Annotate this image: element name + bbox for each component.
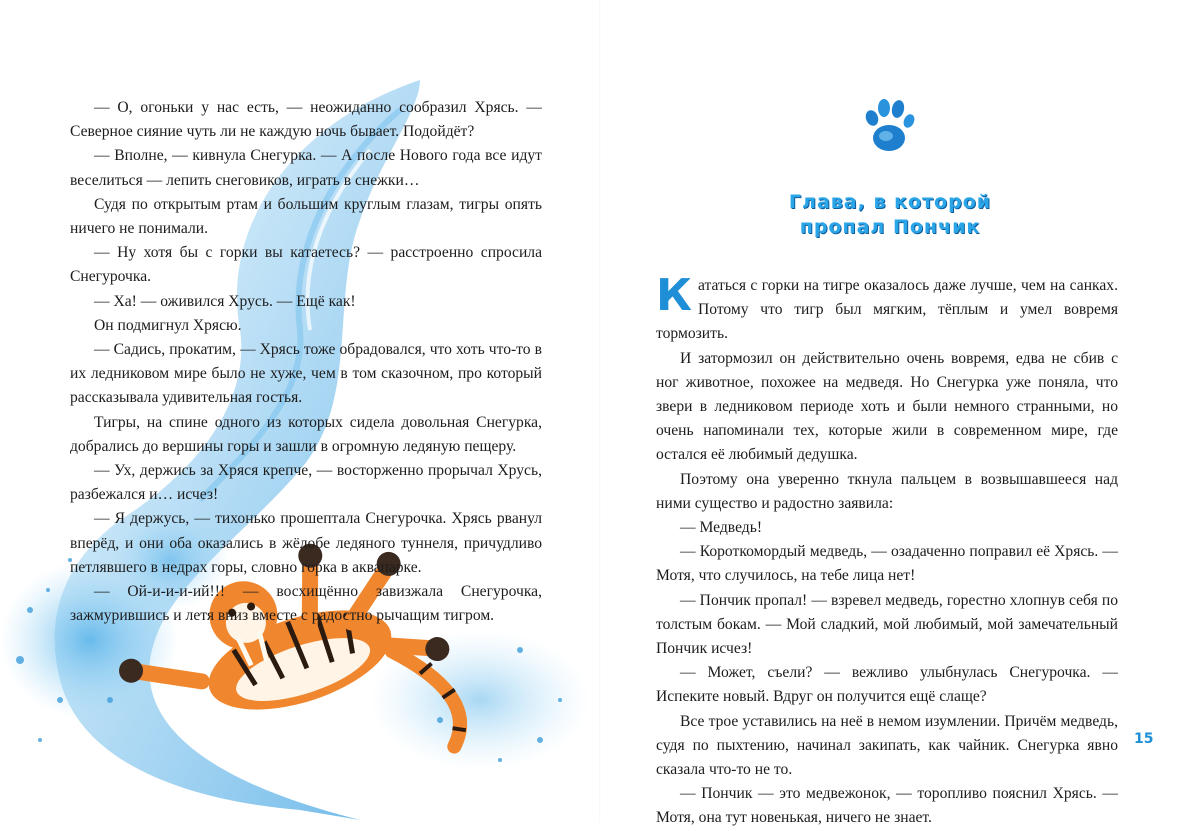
paragraph: — Может, съели? — вежливо улыбнулась Снегурочка. — Испеките новый. Вдруг он получится ещё слаще?	[656, 664, 1118, 706]
page-number: 15	[1134, 731, 1154, 747]
paragraph: — Пончик пропал! — взревел медведь, горестно хлопнув себя по толстым бокам. — Мой сладкий, мой любимый, мой замечательный Пончик исчез!	[656, 591, 1118, 658]
paragraph: — Пончик — это медвежонок, — торопливо пояснил Хрясь. — Мотя, она тут новенькая, ничего не знает.	[656, 785, 1118, 827]
paragraph: Судя по открытым ртам и большим круглым глазам, тигры опять ничего не понимали.	[70, 195, 542, 238]
paragraph: — Короткомордый медведь, — озадаченно поправил её Хрясь. — Мотя, что случилось, на тебе лица нет!	[656, 543, 1118, 585]
paragraph: — Вполне, — кивнула Снегурка. — А после Нового года все идут веселиться — лепить снеговиков, играть в снежки…	[70, 147, 542, 189]
paragraph: — Ну хотя бы с горки вы катаетесь? — расстроенно спросила Снегурочка.	[70, 244, 542, 286]
chapter-title	[760, 190, 1020, 240]
paragraph-text: ататься с горки на тигре оказалось даже лучше, чем на санках. Потому что тигр был мягким, тёплым и умел вовремя тормозить.	[656, 277, 1118, 343]
paw-print-icon	[862, 96, 918, 156]
left-page	[0, 0, 600, 822]
paragraph: Тигры, на спине одного из которых сидела довольная Снегурка, добрались до вершины горы и зашли в огромную ледяную пещеру.	[70, 413, 542, 455]
paragraph: — Садись, прокатим, — Хрясь тоже обрадовался, что хоть что-то в их ледниковом мире было не хуже, чем в том сказочном, про который рассказывала удивительная гостья.	[70, 341, 542, 407]
chapter-title-line: пропал Пончик	[799, 216, 981, 238]
paragraph: — Ха! — оживился Хрусь. — Ещё как!	[94, 292, 356, 310]
paragraph: — Медведь!	[680, 519, 763, 537]
paragraph: — О, огоньки у нас есть, — неожиданно сообразил Хрясь. — Северное сияние чуть ли не каждую ночь бывает. Подойдёт?	[70, 99, 542, 141]
paragraph: — Я держусь, — тихонько прошептала Снегурочка. Хрясь рванул вперёд, и они оба оказались в жёлобе ледяного туннеля, причудливо петлявшего в недрах горы, словно горка в аквапарке.	[70, 510, 542, 576]
paragraph: И затормозил он действительно очень вовремя, едва не сбив с ног животное, похожее на медведя. Но Снегурка уже поняла, что звери в ледниковом периоде хоть и были немного странными, но очень напоминали тех, которые жили в современном мире, где остался её любимый дедушка.	[656, 349, 1118, 464]
page-gutter	[599, 0, 601, 822]
paragraph: Поэтому она уверенно ткнула пальцем в возвышавшееся над ними существо и радостно заявила:	[656, 470, 1118, 512]
paragraph: — Ух, держись за Хряся крепче, — восторженно прорычал Хрусь, разбежался и… исчез!	[70, 462, 542, 504]
chapter-title-line: Глава, в которой	[788, 191, 992, 213]
right-page-text	[656, 270, 1118, 831]
paragraph: — Ой-и-и-и-ий!!! — восхищённо завизжала Снегурочка, зажмурившись и летя вниз вместе с радостно рычащим тигром.	[70, 583, 542, 625]
left-page-text	[70, 96, 542, 628]
paragraph: Все трое уставились на неё в немом изумлении. Причём медведь, судя по пыхтению, начинал закипать, как чайник. Снегурка явно сказала что-то не то.	[656, 712, 1118, 779]
drop-cap: К	[656, 270, 692, 321]
paragraph-first	[656, 270, 1118, 347]
paragraph: Он подмигнул Хрясю.	[94, 316, 242, 334]
